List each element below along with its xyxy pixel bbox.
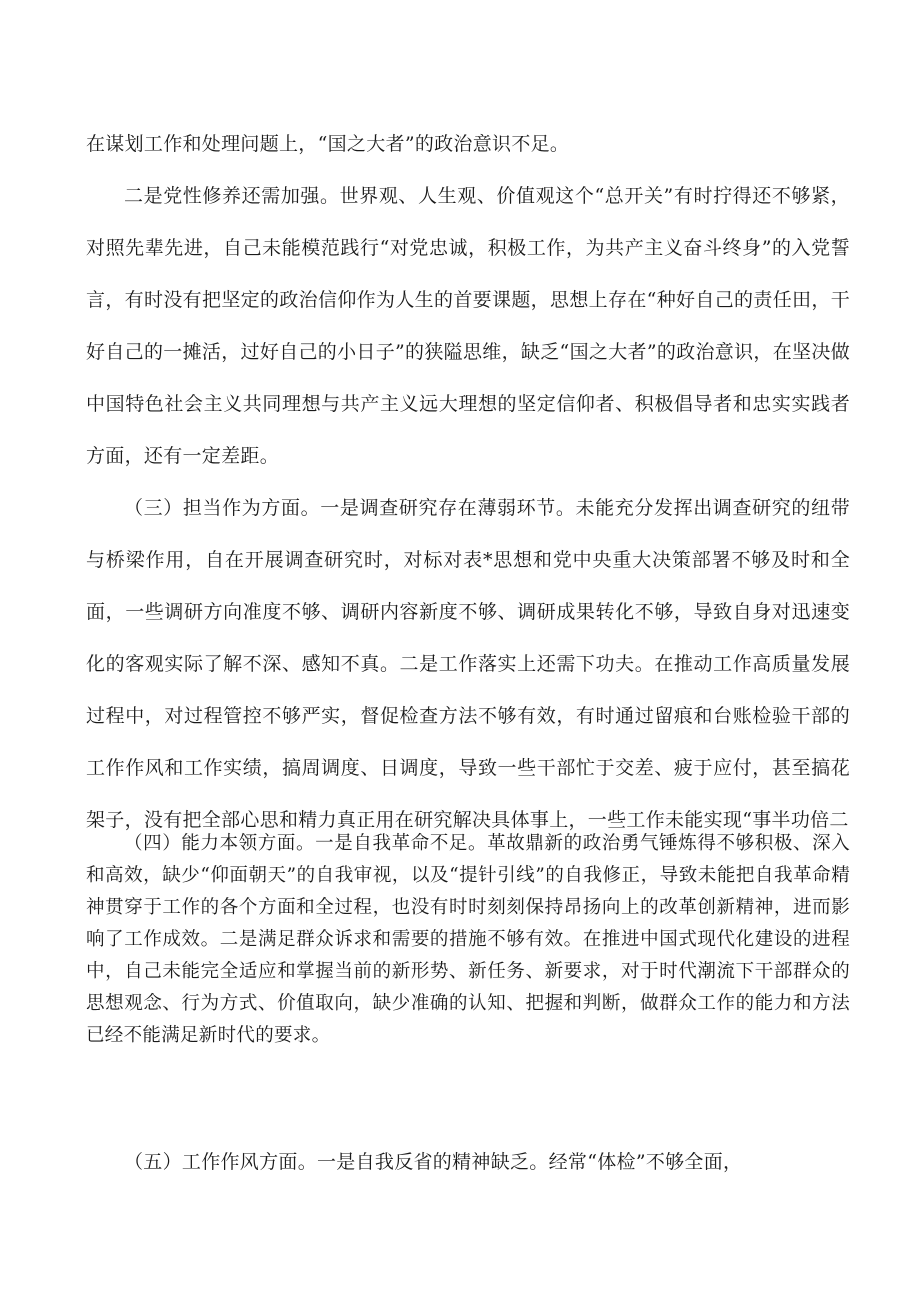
paragraph-section-5: （五）工作作风方面。一是自我反省的精神缺乏。经常“体检”不够全面， <box>124 1151 743 1173</box>
paragraph-continuation: 在谋划工作和处理问题上，“国之大者”的政治意识不足。 <box>86 133 570 155</box>
paragraph-section-3: （三）担当作为方面。一是调查研究存在薄弱环节。未能充分发挥出调查研究的纽带与桥梁作用，自在开展调查研究时，对标对表*思想和党中央重大决策部署不够及时和全面，一些调研方向准度不够、调研内容新度不够、调研成果转化不够，导致自身对迅速变化的客观实际了解不深、感知不真。二是工作落实上还需下功夫。在推动工作高质量发展过程中，对过程管控不够严实，督促检查方法不够有效，有时通过留痕和台账检验干部的工作作风和工作实绩，搞周调度、日调度，导致一些干部忙于交差、疲于应付，甚至搞花架子，没有把全部心思和精力真正用在研究解决具体事上，一些工作未能实现“事半功倍二 <box>86 497 850 831</box>
paragraph-party-spirit: 二是党性修养还需加强。世界观、人生观、价值观这个“总开关”有时拧得还不够紧，对照先辈先进，自己未能模范践行“对党忠诚，积极工作，为共产主义奋斗终身”的入党誓言，有时没有把坚定的政治信仰作为人生的首要课题，思想上存在“种好自己的责任田，干好自己的一摊活，过好自己的小日子”的狭隘思维，缺乏“国之大者”的政治意识，在坚决做中国特色社会主义共同理想与共产主义远大理想的坚定信仰者、积极倡导者和忠实实践者方面，还有一定差距。 <box>86 185 850 467</box>
paragraph-section-4: （四）能力本领方面。一是自我革命不足。革故鼎新的政治勇气锤炼得不够积极、深入和高效，缺少“仰面朝天”的自我审视，以及“提针引线”的自我修正，导致未能把自我革命精神贯穿于工作的各个方面和全过程，也没有时时刻刻保持昂扬向上的改革创新精神，进而影响了工作成效。二是满足群众诉求和需要的措施不够有效。在推进中国式现代化建设的进程中，自己未能完全适应和掌握当前的新形势、新任务、新要求，对于时代潮流下干部群众的思想观念、行为方式、价值取向，缺少准确的认知、把握和判断，做群众工作的能力和方法已经不能满足新时代的要求。 <box>86 833 850 1046</box>
